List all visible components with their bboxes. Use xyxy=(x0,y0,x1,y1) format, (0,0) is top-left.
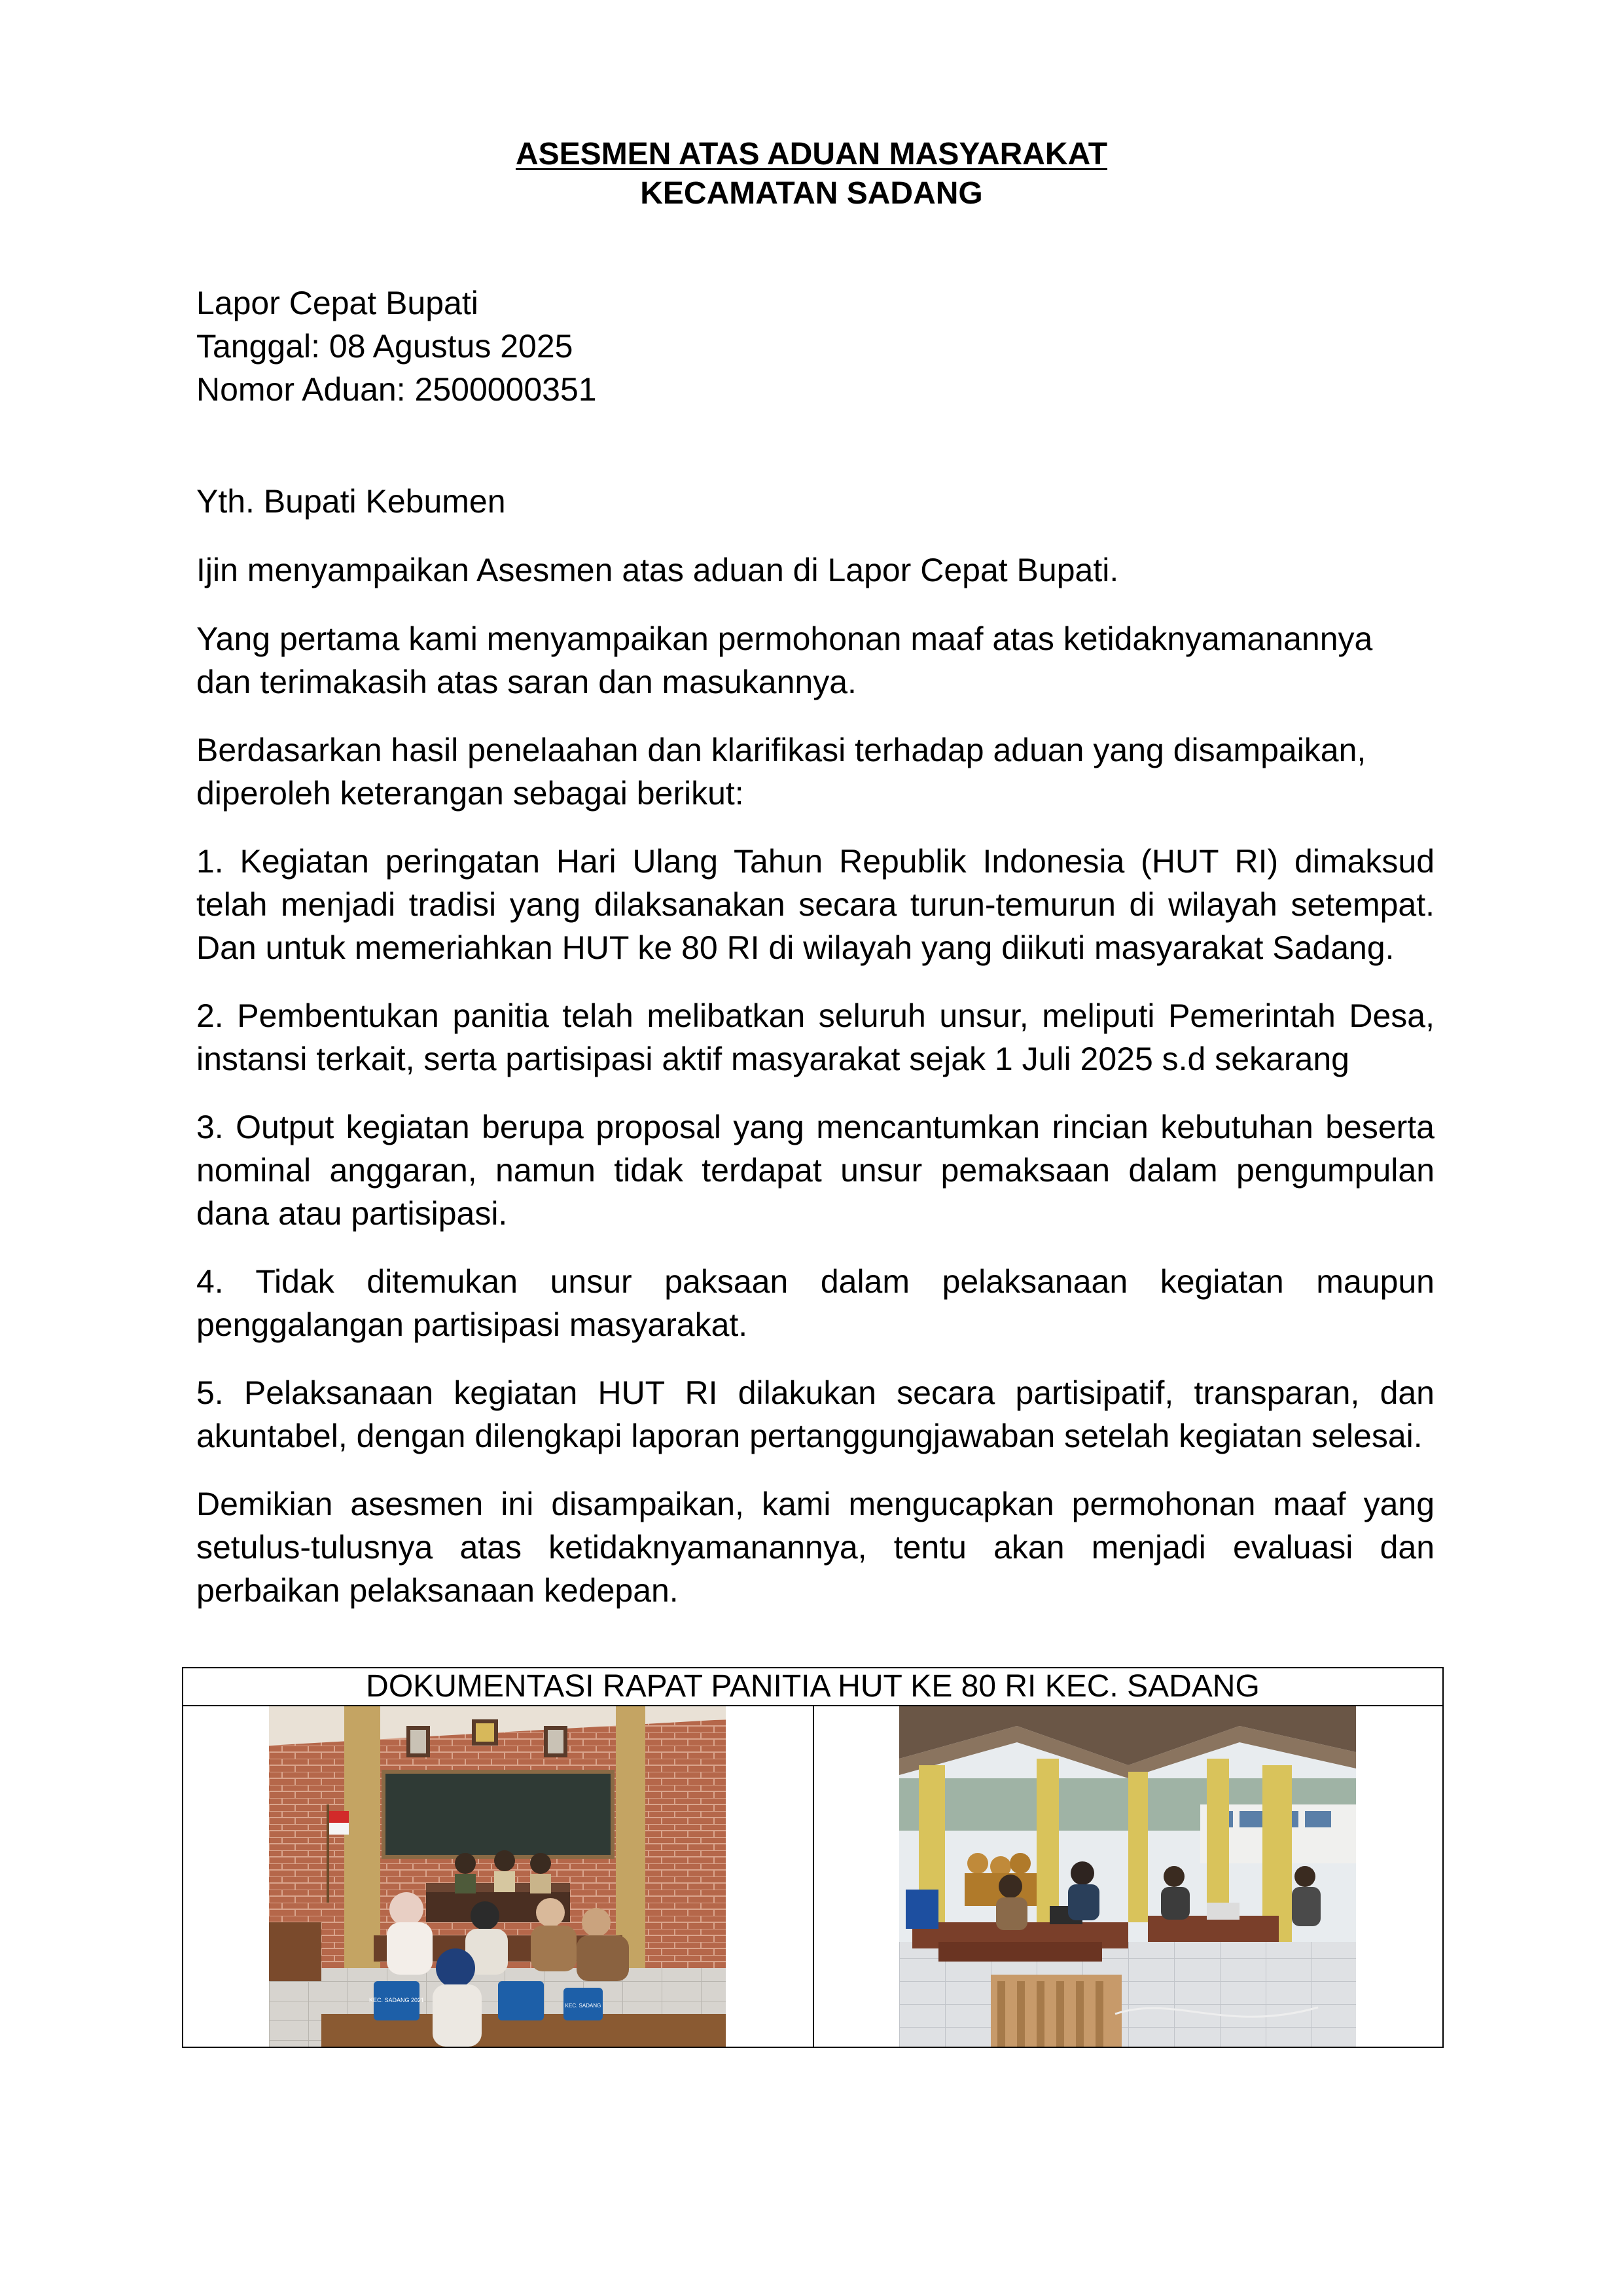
meeting-photo-right-image xyxy=(899,1706,1356,2047)
documentation-caption: DOKUMENTASI RAPAT PANITIA HUT KE 80 RI KEC. SADANG xyxy=(183,1668,1442,1706)
findings-line-1: Berdasarkan hasil penelaahan dan klarifikasi terhadap aduan yang disampaikan, xyxy=(196,732,1366,768)
complaint-meta xyxy=(196,281,597,411)
meta-date: Tanggal: 08 Agustus 2025 xyxy=(196,328,573,365)
chair-sign-text: KEC. SADANG 2021 xyxy=(368,1997,425,2003)
apology-paragraph xyxy=(196,617,1435,704)
findings-line-2: diperoleh keterangan sebagai berikut: xyxy=(196,775,744,812)
finding-item-2: 2. Pembentukan panitia telah melibatkan seluruh unsur, meliputi Pemerintah Desa, instansi terkait, serta partisipasi aktif masyarakat sejak 1 Juli 2025 s.d sekarang xyxy=(196,997,1435,1077)
salutation: Yth. Bupati Kebumen xyxy=(196,483,506,520)
findings-intro-paragraph xyxy=(196,728,1435,815)
table-divider xyxy=(813,1706,814,2048)
finding-item-3: 3. Output kegiatan berupa proposal yang mencantumkan rincian kebutuhan beserta nominal anggaran, namun tidak terdapat unsur pemaksaan dalam pengumpulan dana atau partisipasi. xyxy=(196,1109,1435,1232)
document-subtitle: KECAMATAN SADANG xyxy=(640,176,983,211)
closing-paragraph: Demikian asesmen ini disampaikan, kami mengucapkan permohonan maaf yang setulus-tulusnya atas ketidaknyamanannya, tentu akan menjadi evaluasi dan perbaikan pelaksanaan kedepan. xyxy=(196,1486,1435,1609)
meeting-photo-left xyxy=(269,1706,726,2047)
meta-source: Lapor Cepat Bupati xyxy=(196,285,478,321)
apology-line-1: Yang pertama kami menyampaikan permohonan maaf atas ketidaknyamanannya xyxy=(196,620,1373,657)
apology-line-2: dan terimakasih atas saran dan masukannya. xyxy=(196,664,857,700)
meeting-photo-right xyxy=(899,1706,1356,2047)
finding-item-1: 1. Kegiatan peringatan Hari Ulang Tahun Republik Indonesia (HUT RI) dimaksud telah menjadi tradisi yang dilaksanakan secara turun-temurun di wilayah setempat. Dan untuk memeriahkan HUT ke 80 RI di wilayah yang diikuti masyarakat Sadang. xyxy=(196,843,1435,966)
meta-complaint-number: Nomor Aduan: 2500000351 xyxy=(196,371,597,408)
meeting-photo-left-image xyxy=(269,1706,726,2047)
document-title: ASESMEN ATAS ADUAN MASYARAKAT xyxy=(515,137,1108,171)
intro-paragraph: Ijin menyampaikan Asesmen atas aduan di Lapor Cepat Bupati. xyxy=(196,552,1119,588)
chair-sign-text-2: KEC. SADANG xyxy=(565,2003,601,2009)
documentation-table xyxy=(182,1667,1444,2048)
finding-item-5: 5. Pelaksanaan kegiatan HUT RI dilakukan secara partisipatif, transparan, dan akuntabel, dengan dilengkapi laporan pertanggungjawaban setelah kegiatan selesai. xyxy=(196,1374,1435,1454)
finding-item-4: 4. Tidak ditemukan unsur paksaan dalam pelaksanaan kegiatan maupun penggalangan partisipasi masyarakat. xyxy=(196,1263,1435,1343)
